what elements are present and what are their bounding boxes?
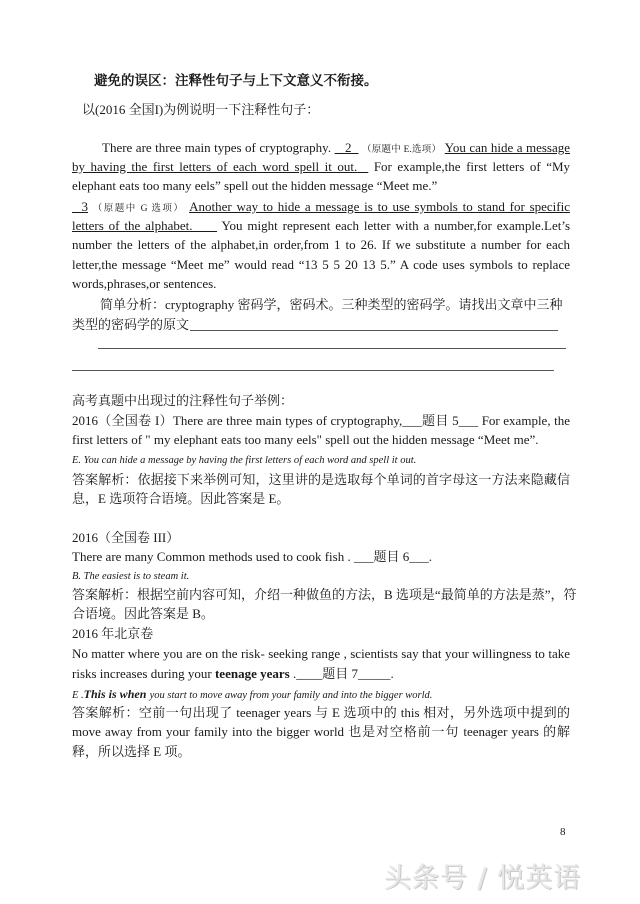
bold-phrase: teenage years — [214, 666, 290, 681]
example-1-answer: 息，E 选项符合语境。因此答案是 E。 — [72, 491, 290, 506]
blank-2-number: 2 — [345, 140, 352, 155]
example-3-option — [72, 684, 570, 705]
passage-text: You might represent each letter with a number,for example.Let’s — [221, 218, 570, 233]
example-2-answer: 合语境。因此答案是 B。 — [72, 606, 214, 621]
examples-heading: 高考真题中出现过的注释性句子举例： — [72, 393, 294, 408]
example-1-option: E. You can hide a message by having the first letters of each word and spell it out. — [72, 455, 417, 466]
option-text: you start to move away from your family and into the bigger world. — [149, 690, 433, 701]
question-text: risks increases during your — [72, 666, 212, 681]
underlined-sentence: Another way to hide a message is to use symbols to stand for specific — [189, 199, 570, 214]
section-heading: 避免的误区：注释性句子与上下文意义不衔接。 — [94, 73, 378, 89]
option-letter: E . — [72, 690, 84, 701]
example-3-answer: move away from your family into the bigger world 也是对空格前一句 teenager years 的解 — [72, 724, 570, 739]
note-g: （原题中 G 选项） — [92, 204, 185, 214]
example-1-answer: 答案解析：依据接下来举例可知，这里讲的是选取每个单词的首字母这一方法来隐藏信 — [72, 472, 570, 487]
passage-line-6: number the letters of the alphabet,in order,from 1 to 26. If we substitute a number for each — [72, 237, 570, 252]
passage-text: For example,the first letters of “My — [373, 159, 571, 174]
blank-3-number: 3 — [81, 199, 88, 214]
example-1-question: 2016（全国卷 I）There are three main types of cryptography,___题目 5___ For example, the — [72, 413, 570, 428]
example-2-option: B. The easiest is to steam it. — [72, 571, 190, 582]
underlined-sentence: You can hide a message — [444, 140, 571, 155]
analysis-line-1: 简单分析：cryptography 密码学，密码术。三种类型的密码学。请找出文章中三种 — [100, 297, 563, 312]
underlined-sentence: letters of the alphabet. — [72, 218, 193, 233]
example-2-title: 2016（全国卷 III） — [72, 530, 180, 545]
example-3-question: No matter where you are on the risk- seeking range , scientists say that your willingness to take — [72, 646, 570, 661]
bold-phrase: This is when — [83, 687, 147, 701]
analysis-line-2: 类型的密码学的原文 — [72, 317, 190, 332]
blank-2 — [335, 140, 359, 155]
answer-blank-line — [72, 370, 554, 371]
example-2-answer: 答案解析：根据空前内容可知，介绍一种做鱼的方法，B 选项是“最简单的方法是蒸”，符 — [72, 587, 577, 602]
example-3-question — [72, 664, 570, 683]
passage-line-5 — [72, 216, 570, 235]
example-2-question: There are many Common methods used to cook fish . ___题目 6___. — [72, 549, 432, 564]
question-blank: .____题目 7_____. — [292, 666, 394, 681]
passage-text: There are three main types of cryptography. — [102, 140, 332, 155]
example-3-title: 2016 年北京卷 — [72, 626, 154, 641]
passage-line-8: words,phrases,or sentences. — [72, 276, 217, 291]
passage-line-7: letter,the message “Meet me” would read “13 5 5 20 13 5.” A code uses symbols to replace — [72, 257, 570, 272]
watermark: 头条号 / 悦英语 — [384, 863, 582, 894]
passage-line-3: elephant eats too many eels” spell out the hidden message “Meet me.” — [72, 178, 438, 193]
answer-blank-line — [190, 330, 558, 331]
page-number: 8 — [560, 826, 566, 838]
answer-blank-line — [98, 348, 566, 349]
example-3-answer: 释，所以选择 E 项。 — [72, 744, 191, 759]
blank-3 — [72, 199, 88, 214]
note-e: （原题中 E.选项） — [362, 145, 442, 155]
underlined-sentence: by having the first letters of each word spell it out. — [72, 159, 358, 174]
example-3-answer: 答案解析：空前一句出现了 teenager years 与 E 选项中的 this 相对，另外选项中提到的 — [72, 705, 570, 720]
passage-line-2 — [72, 157, 570, 176]
example-1-question: first letters of " my elephant eats too many eels" spell out the hidden message “Meet me”. — [72, 432, 539, 447]
intro-line: 以(2016 全国I)为例说明一下注释性句子： — [82, 102, 320, 117]
